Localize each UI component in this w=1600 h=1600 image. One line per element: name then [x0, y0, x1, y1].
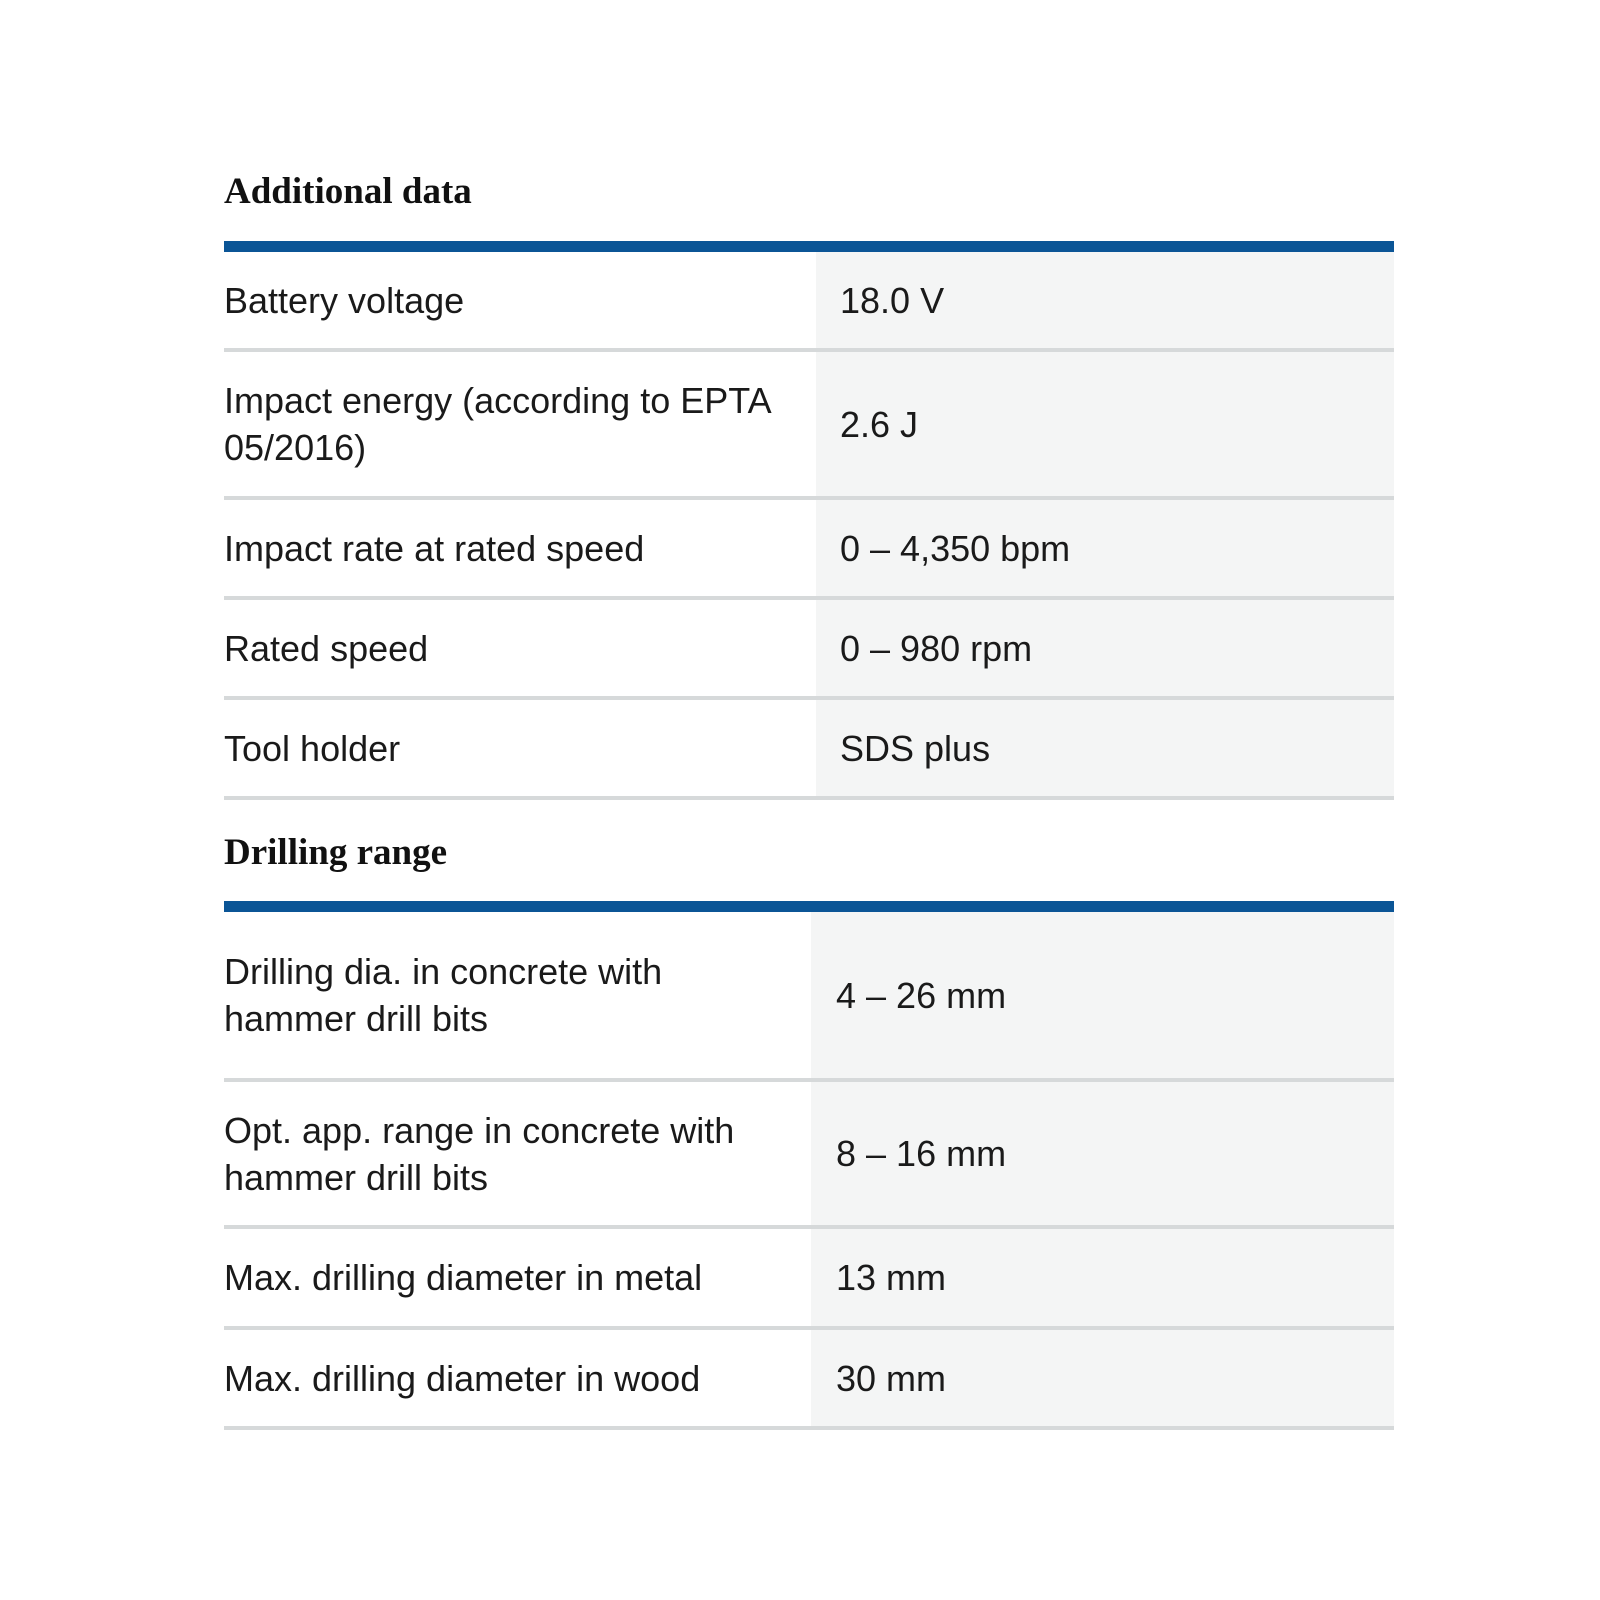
spec-value: 2.6 J: [816, 352, 1394, 496]
spec-value: 13 mm: [811, 1229, 1394, 1326]
spec-label: Drilling dia. in concrete with hammer drill bits: [224, 951, 663, 1039]
spec-label: Opt. app. range in concrete with hammer drill bits: [224, 1109, 735, 1198]
table-row: [224, 912, 1394, 1082]
spec-value: 0 – 4,350 bpm: [816, 500, 1394, 596]
spec-table: [224, 252, 1394, 800]
table-row: [224, 1330, 1394, 1430]
spec-label: Impact energy (according to EPTA 05/2016): [224, 380, 770, 468]
section-title: Additional data: [224, 171, 472, 212]
table-row: [224, 352, 1394, 500]
section-rule: [224, 241, 1394, 252]
spec-label: Tool holder: [224, 727, 401, 769]
spec-label: Max. drilling diameter in wood: [224, 1357, 701, 1399]
section-rule: [224, 901, 1394, 912]
spec-label: Rated speed: [224, 627, 429, 669]
spec-label: Max. drilling diameter in metal: [224, 1257, 703, 1298]
table-row: [224, 1082, 1394, 1229]
table-row: [224, 1229, 1394, 1330]
spec-label: Battery voltage: [224, 279, 465, 321]
spec-value: 30 mm: [811, 1330, 1394, 1426]
table-row: [224, 700, 1394, 800]
spec-value: 4 – 26 mm: [811, 912, 1394, 1078]
table-row: [224, 600, 1394, 700]
spec-value: SDS plus: [816, 700, 1394, 796]
spec-label: Impact rate at rated speed: [224, 527, 645, 569]
spec-table: [224, 912, 1394, 1430]
section-title: Drilling range: [224, 832, 448, 873]
spec-value: 0 – 980 rpm: [816, 600, 1394, 696]
table-row: [224, 500, 1394, 600]
spec-value: 8 – 16 mm: [811, 1082, 1394, 1225]
table-row: [224, 252, 1394, 352]
spec-value: 18.0 V: [816, 252, 1394, 348]
